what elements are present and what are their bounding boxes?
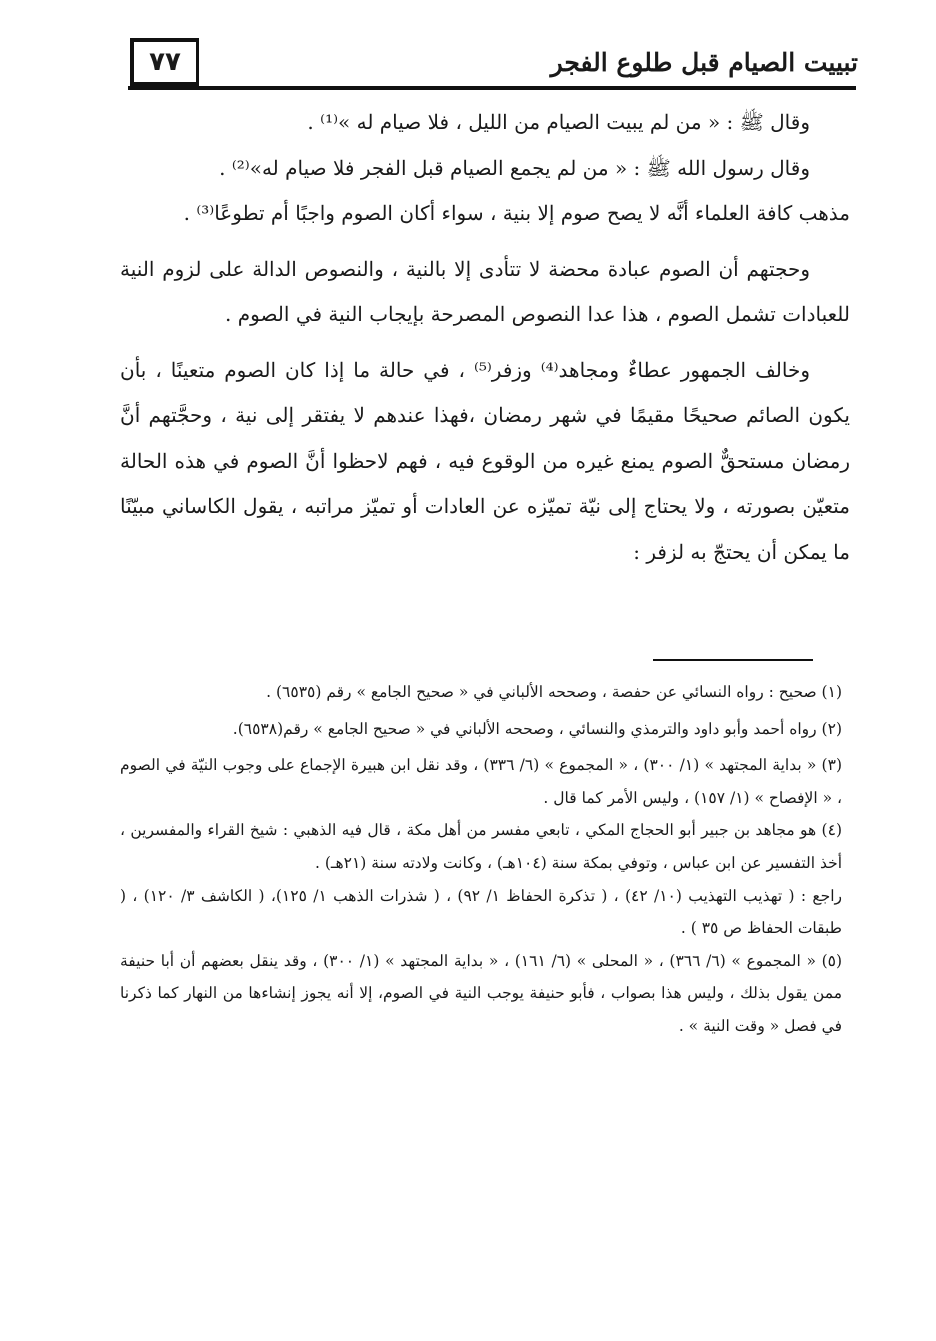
hadith-quote-1: وقال ﷺ : « من لم يبيت الصيام من الليل ، فلا صيام له »⁽¹⁾ . — [307, 110, 810, 134]
paragraph-dissenters: وخالف الجمهور عطاءٌ ومجاهد⁽⁴⁾ وزفر⁽⁵⁾ ، في حالة ما إذا كان الصوم متعينًا ، بأن يكون الصائم صحيحًا مقيمًا في شهر رمضان ،فهذا عندهم لا يفتقر إلى نية ، وحجَّتهم أنَّ رمضان مستحقٌّ الصوم يمنع غيره من الوقوع فيه ، فهم لاحظوا أنَّ الصوم في هذه الحالة متعيّن بصورته ، ولا يحتاج إلى نيّة تميّزه عن العادات أو تميّز مراتبه ، يقول الكاساني مبيّنًا ما يمكن أن يحتجّ به لزفر : — [120, 357, 850, 564]
footnotes — [120, 676, 842, 1043]
footnote-2: (٢) رواه أحمد وأبو داود والترمذي والنسائي ، وصححه الألباني في « صحيح الجامع » رقم(٦٥٣٨). — [232, 719, 842, 738]
hadith-quote-2: وقال رسول الله ﷺ : « من لم يجمع الصيام قبل الفجر فلا صيام له»⁽²⁾ . — [219, 155, 810, 180]
footnote-3: (٣) « بداية المجتهد » (١/ ٣٠٠) ، « المجموع » (٦/ ٣٣٦) ، وقد نقل ابن هبيرة الإجماع على وجوب النيّة في الصوم ، « الإفصاح » (١/ ١٥٧) ، وليس الأمر كما قال . — [120, 756, 842, 807]
page-number: ٧٧ — [130, 38, 199, 86]
footnote-rule — [653, 659, 813, 661]
footnote-4: (٤) هو مجاهد بن جبير أبو الحجاج المكي ، تابعي مفسر من أهل مكة ، قال فيه الذهبي : شيخ القراء والمفسرين ، أخذ التفسير عن ابن عباس ، وتوفي بمكة سنة (١٠٤هـ) ، وكانت ولادته سنة (٢١هـ) . — [120, 821, 842, 872]
paragraph-their-argument: وحجتهم أن الصوم عبادة محضة لا تتأدى إلا بالنية ، والنصوص الدالة على لزوم النية للعبادات تشمل الصوم ، هذا عدا النصوص المصرحة بإيجاب النية في الصوم . — [120, 256, 850, 326]
main-text — [120, 100, 850, 575]
footnote-4-references: راجع : ( تهذيب التهذيب (١٠/ ٤٢) ، ( تذكرة الحفاظ ١/ ٩٢) ، ( شذرات الذهب ١/ ١٢٥)، ( الكاشف ٣/ ١٢٠) ، ( طبقات الحفاظ ص ٣٥ ) . — [120, 886, 842, 938]
footnote-1: (١) صحيح : رواه النسائي عن حفصة ، وصححه الألباني في « صحيح الجامع » رقم (٦٥٣٥) . — [266, 683, 842, 701]
footnote-5: (٥) « المجموع » (٦/ ٣٦٦) ، « المحلى » (٦/ ١٦١) ، « بداية المجتهد » (١/ ٣٠٠) ، وقد ينقل بعضهم أن أبا حنيفة ممن يقول بذلك ، وليس هذا بصواب ، فأبو حنيفة يوجب النية في الصوم، إلا أنه يجوز إنشاءها من النهار كما ذكرنا في فصل « وقت النية » . — [120, 951, 843, 1035]
paragraph-scholars-view: مذهب كافة العلماء أنَّه لا يصح صوم إلا بنية ، سواء أكان الصوم واجبًا أم تطوعًا⁽³⁾ . — [183, 201, 850, 225]
running-header-title: تبييت الصيام قبل طلوع الفجر — [550, 48, 858, 77]
header-rule — [128, 86, 856, 90]
